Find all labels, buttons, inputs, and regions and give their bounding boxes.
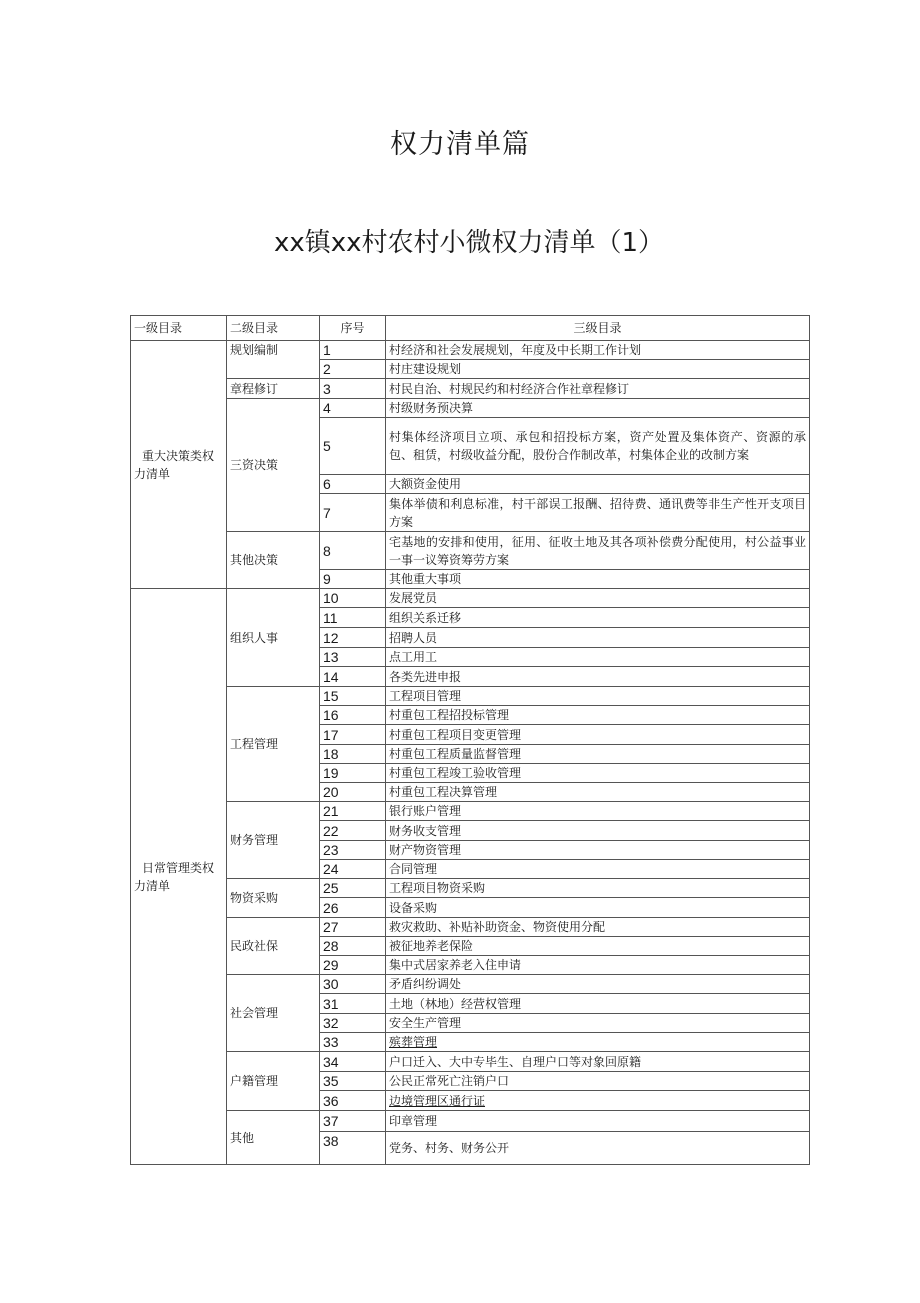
level1-cell <box>131 589 227 1165</box>
power-list-table <box>130 315 810 1165</box>
item-text: 大额资金使用 <box>386 475 810 494</box>
item-text: 村民自治、村规民约和村经济合作社章程修订 <box>386 379 810 399</box>
item-number: 21 <box>320 802 386 821</box>
item-text: 村重包工程竣工验收管理 <box>386 764 810 783</box>
table-row <box>131 802 810 821</box>
item-number: 22 <box>320 821 386 841</box>
item-number: 32 <box>320 1014 386 1033</box>
item-text: 宅基地的安排和使用，征用、征收土地及其各项补偿费分配使用，村公益事业一事一议筹资筹劳方案 <box>386 532 810 570</box>
level2-cell: 规划编制 <box>227 341 320 379</box>
table-row <box>131 341 810 360</box>
item-number: 1 <box>320 341 386 360</box>
table-row <box>131 918 810 937</box>
item-text: 安全生产管理 <box>386 1014 810 1033</box>
item-text: 其他重大事项 <box>386 570 810 589</box>
item-text: 银行账户管理 <box>386 802 810 821</box>
item-text: 村重包工程招投标管理 <box>386 706 810 725</box>
item-text: 村重包工程决算管理 <box>386 783 810 802</box>
header-level3: 三级目录 <box>386 316 810 341</box>
level2-cell: 其他决策 <box>227 532 320 589</box>
level2-cell: 三资决策 <box>227 399 320 532</box>
item-text: 合同管理 <box>386 860 810 879</box>
table-row <box>131 879 810 898</box>
item-number: 31 <box>320 994 386 1014</box>
item-number: 35 <box>320 1072 386 1091</box>
item-number: 24 <box>320 860 386 879</box>
item-number: 27 <box>320 918 386 937</box>
item-text: 组织关系迁移 <box>386 608 810 628</box>
item-text: 各类先进申报 <box>386 667 810 687</box>
item-number: 33 <box>320 1033 386 1052</box>
item-text: 点工用工 <box>386 648 810 667</box>
item-number: 13 <box>320 648 386 667</box>
item-text: 集中式居家养老入住申请 <box>386 956 810 975</box>
item-number: 10 <box>320 589 386 608</box>
level2-cell: 章程修订 <box>227 379 320 399</box>
item-number: 3 <box>320 379 386 399</box>
table-row <box>131 532 810 570</box>
item-text: 工程项目管理 <box>386 687 810 706</box>
level2-cell: 社会管理 <box>227 975 320 1052</box>
item-text: 村经济和社会发展规划，年度及中长期工作计划 <box>386 341 810 360</box>
item-text: 村级财务预决算 <box>386 399 810 418</box>
item-text: 发展党员 <box>386 589 810 608</box>
level2-cell: 物资采购 <box>227 879 320 918</box>
table-row <box>131 1111 810 1132</box>
item-number: 17 <box>320 725 386 745</box>
item-text: 土地（林地）经营权管理 <box>386 994 810 1014</box>
item-number: 38 <box>320 1132 386 1165</box>
item-number: 28 <box>320 937 386 956</box>
item-text: 村庄建设规划 <box>386 360 810 379</box>
level2-cell: 民政社保 <box>227 918 320 975</box>
level1-label: 日常管理类权力清单 <box>134 860 215 893</box>
level1-label: 重大决策类权力清单 <box>134 448 215 481</box>
item-text: 边境管理区通行证 <box>386 1091 810 1111</box>
header-level1: 一级目录 <box>131 316 227 341</box>
item-number: 29 <box>320 956 386 975</box>
table-row <box>131 589 810 608</box>
item-text: 招聘人员 <box>386 628 810 648</box>
table-row <box>131 399 810 418</box>
table-row <box>131 379 810 399</box>
table-row <box>131 975 810 994</box>
level2-cell: 组织人事 <box>227 589 320 687</box>
header-level2: 二级目录 <box>227 316 320 341</box>
item-number: 11 <box>320 608 386 628</box>
item-number: 8 <box>320 532 386 570</box>
item-number: 37 <box>320 1111 386 1132</box>
item-number: 20 <box>320 783 386 802</box>
table-header-row <box>131 316 810 341</box>
item-number: 6 <box>320 475 386 494</box>
item-number: 9 <box>320 570 386 589</box>
item-number: 34 <box>320 1052 386 1072</box>
item-text: 工程项目物资采购 <box>386 879 810 898</box>
item-number: 25 <box>320 879 386 898</box>
item-text: 财务收支管理 <box>386 821 810 841</box>
item-number: 7 <box>320 494 386 532</box>
item-text: 村重包工程质量监督管理 <box>386 745 810 764</box>
item-text: 设备采购 <box>386 898 810 918</box>
item-text: 印章管理 <box>386 1111 810 1132</box>
item-text: 矛盾纠纷调处 <box>386 975 810 994</box>
level2-cell: 财务管理 <box>227 802 320 879</box>
item-number: 19 <box>320 764 386 783</box>
item-number: 2 <box>320 360 386 379</box>
item-number: 15 <box>320 687 386 706</box>
level2-cell: 户籍管理 <box>227 1052 320 1111</box>
item-text: 殡葬管理 <box>386 1033 810 1052</box>
item-number: 23 <box>320 841 386 860</box>
header-number: 序号 <box>320 316 386 341</box>
item-number: 36 <box>320 1091 386 1111</box>
item-number: 18 <box>320 745 386 764</box>
item-text: 被征地养老保险 <box>386 937 810 956</box>
item-number: 26 <box>320 898 386 918</box>
item-number: 12 <box>320 628 386 648</box>
item-number: 16 <box>320 706 386 725</box>
item-text: 党务、村务、财务公开 <box>386 1132 810 1165</box>
item-number: 4 <box>320 399 386 418</box>
item-text: 村集体经济项目立项、承包和招投标方案，资产处置及集体资产、资源的承包、租赁，村级收益分配，股份合作制改革，村集体企业的改制方案 <box>386 418 810 475</box>
level2-cell: 工程管理 <box>227 687 320 802</box>
item-number: 5 <box>320 418 386 475</box>
item-number: 14 <box>320 667 386 687</box>
document-subtitle: xx镇xx村农村小微权力清单（1） <box>273 228 665 258</box>
item-text: 公民正常死亡注销户口 <box>386 1072 810 1091</box>
item-text: 救灾救助、补贴补助资金、物资使用分配 <box>386 918 810 937</box>
item-text: 村重包工程项目变更管理 <box>386 725 810 745</box>
item-text: 户口迁入、大中专毕生、自理户口等对象回原籍 <box>386 1052 810 1072</box>
table-row <box>131 1052 810 1072</box>
level2-cell: 其他 <box>227 1111 320 1165</box>
table-row <box>131 687 810 706</box>
item-number: 30 <box>320 975 386 994</box>
item-text: 财产物资管理 <box>386 841 810 860</box>
level1-cell <box>131 341 227 589</box>
document-title: 权力清单篇 <box>390 129 530 160</box>
item-text: 集体举债和利息标准，村干部误工报酬、招待费、通讯费等非生产性开支项目方案 <box>386 494 810 532</box>
